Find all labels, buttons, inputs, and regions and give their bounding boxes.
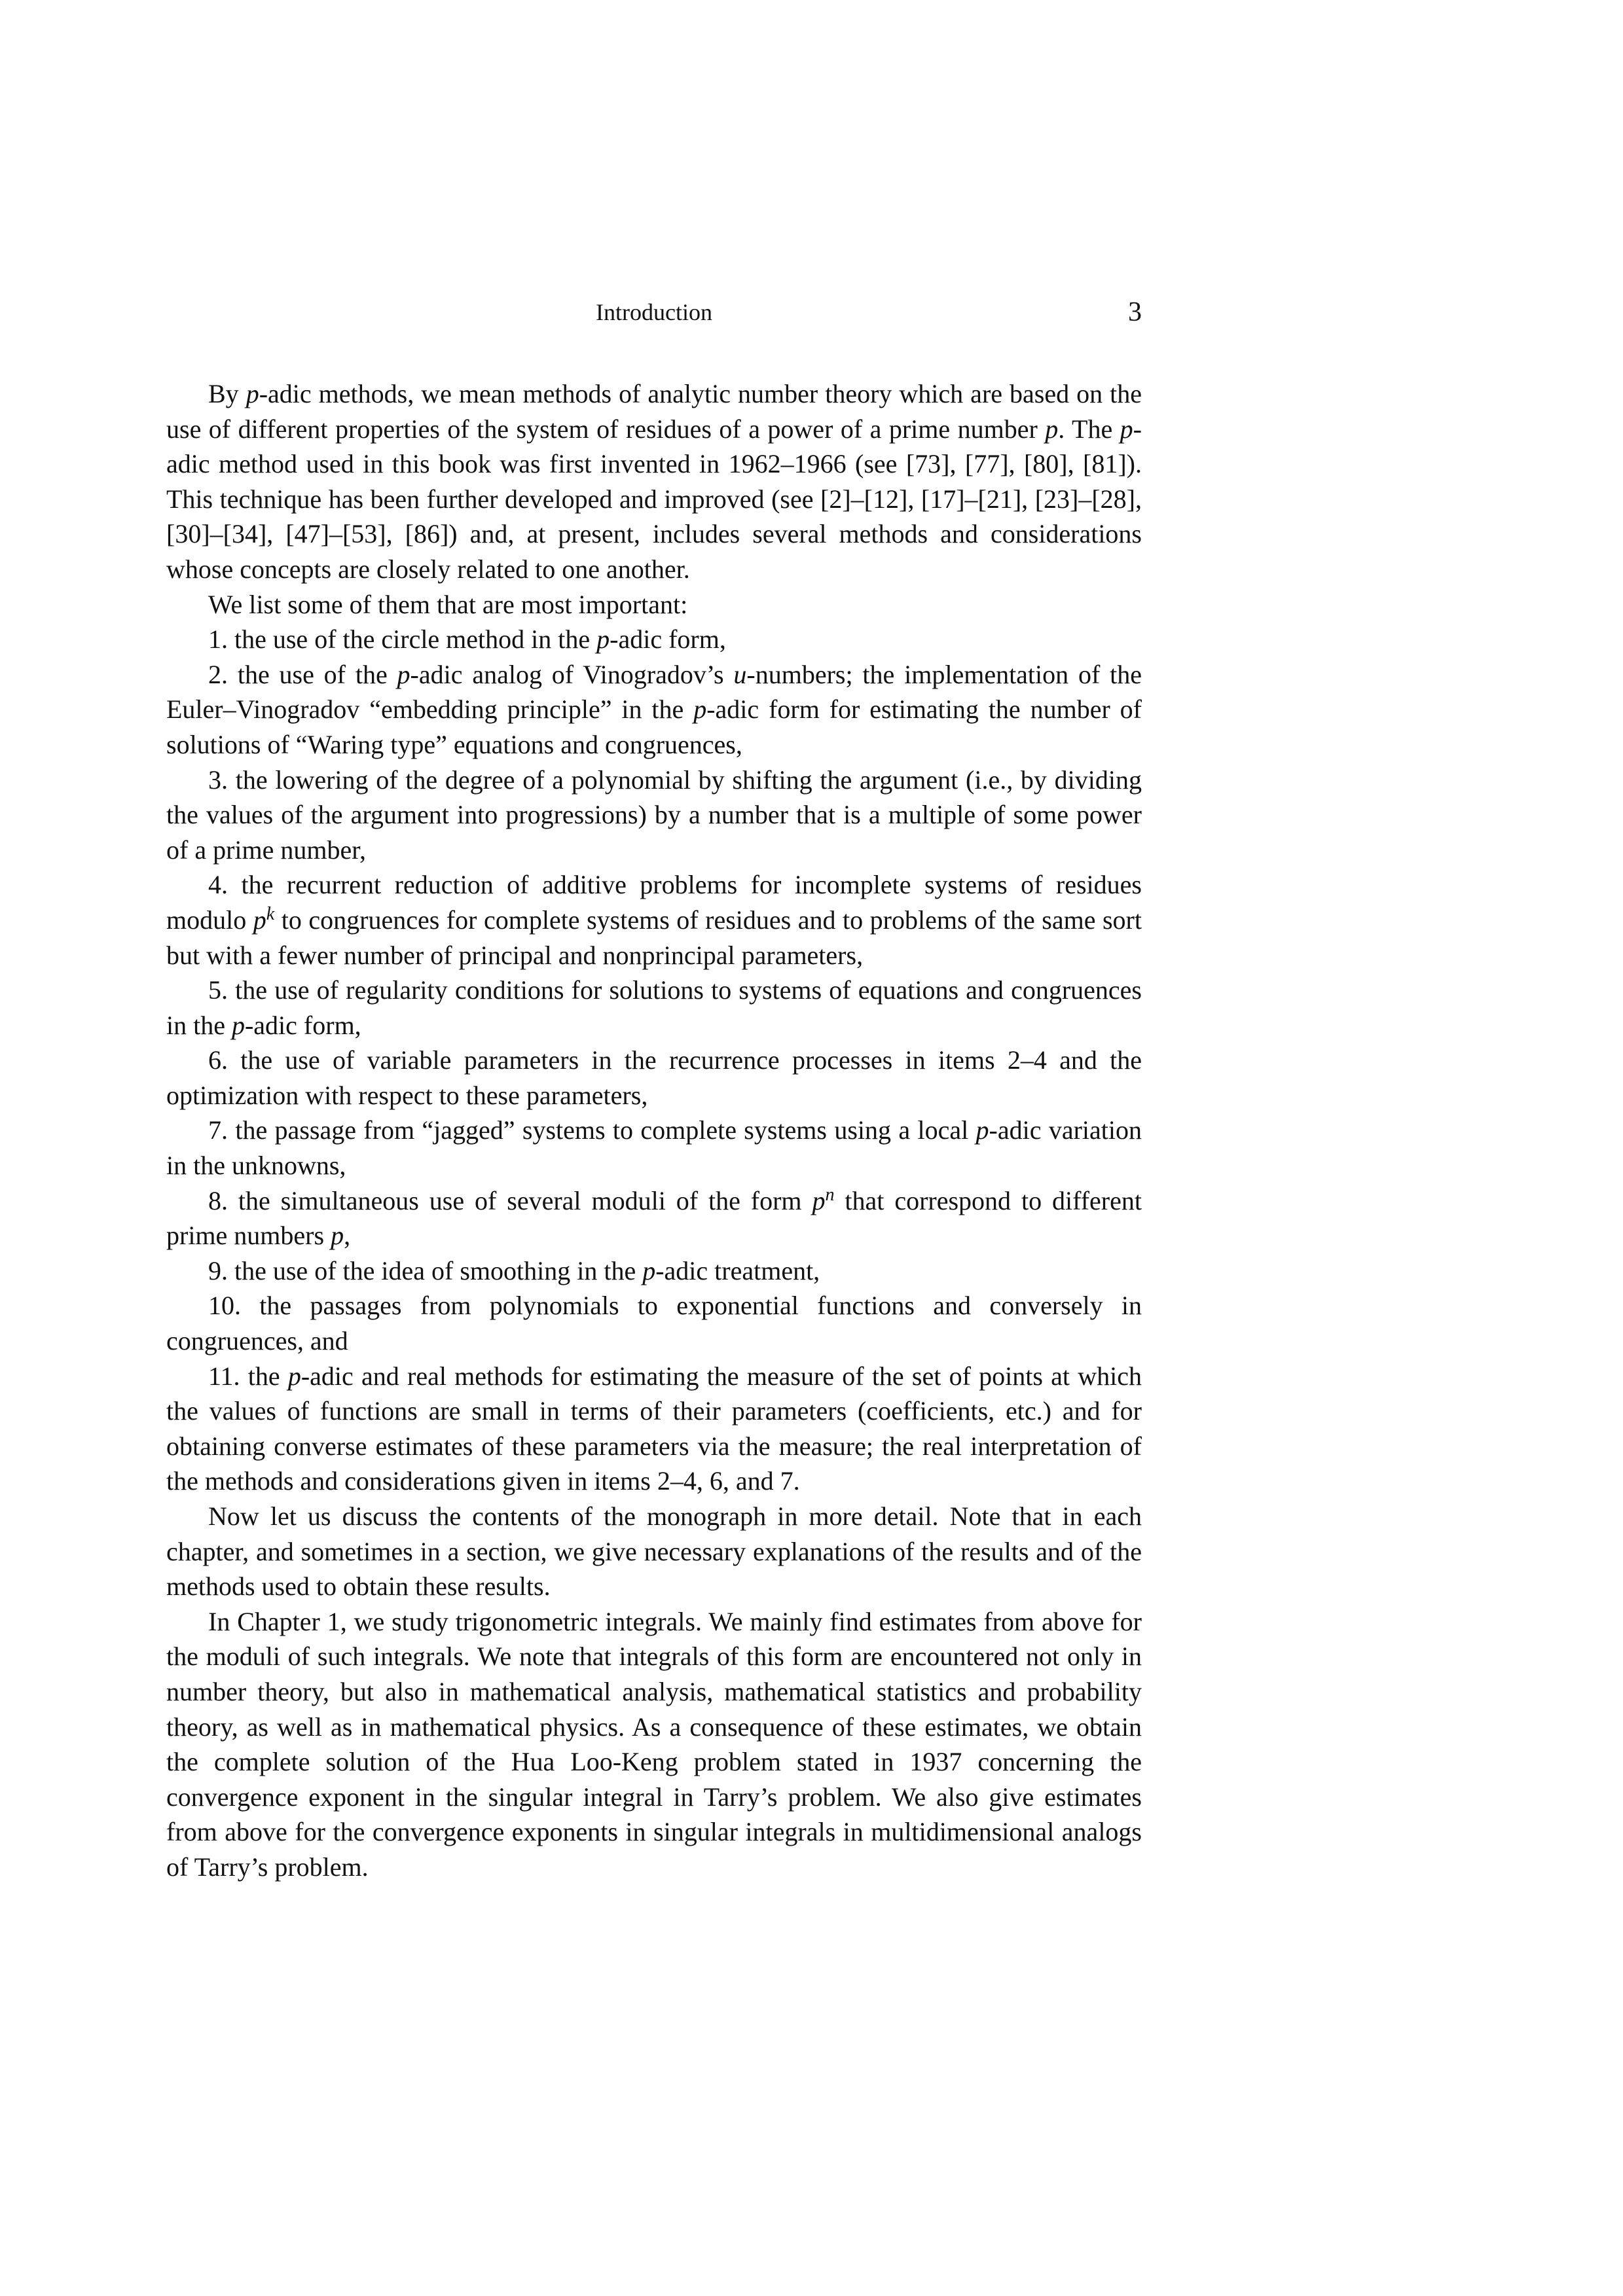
text-run: 4. the recurrent reduction of additive problems for incomplete systems of residues modulo	[166, 870, 1142, 935]
math-variable: p	[812, 1185, 826, 1215]
text-run: 1. the use of the circle method in the	[208, 624, 597, 655]
text-run: -adic method used in this book was first invented in 1962–1966 (see [73], [77], [80], [81]). This technique has been further developed and improved (see [2]–[12], [17]–[21], [23]–[28], [30]–[34], [47]–[53], [86]) and, at present, includes several methods and considerations whose concepts are closely related to one another.	[166, 414, 1142, 584]
math-variable: p	[246, 379, 259, 408]
text-run: -numbers; the implementation of the Euler–Vinogradov “embedding principle” in the	[166, 659, 1142, 725]
math-variable: p	[287, 1361, 301, 1391]
list-item-7	[166, 1113, 1142, 1183]
math-variable: u	[733, 659, 747, 689]
math-variable: p	[253, 905, 266, 935]
text-run: to congruences for complete systems of residues and to problems of the same sort but with a fewer number of principal and nonprincipal parameters,	[166, 905, 1142, 970]
text-run: -adic treatment,	[655, 1255, 820, 1285]
text-run: 5. the use of regularity conditions for solutions to systems of equations and congruences in the	[166, 975, 1142, 1040]
math-variable: p	[976, 1115, 989, 1145]
math-variable: p	[331, 1221, 344, 1251]
text-run: 7. the passage from “jagged” systems to complete systems using a local	[208, 1115, 976, 1145]
text-run: -adic form,	[244, 1010, 361, 1040]
page-number: 3	[1128, 297, 1142, 327]
text-run: -adic form,	[610, 624, 726, 655]
math-variable: p	[1045, 414, 1059, 444]
text-run: -adic methods, we mean methods of analytic number theory which are based on the use of different properties of the system of residues of a power of a prime number	[166, 379, 1142, 444]
math-variable: p	[231, 1010, 245, 1040]
text-run: ,	[344, 1221, 351, 1251]
list-item-6: 6. the use of variable parameters in the recurrence processes in items 2–4 and the optimization with respect to these parameters,	[166, 1045, 1142, 1110]
math-variable: p	[397, 659, 410, 689]
list-item-10: 10. the passages from polynomials to exponential functions and conversely in congruences, and	[166, 1291, 1142, 1356]
paragraph-intro	[166, 376, 1142, 587]
page-header	[166, 296, 1142, 335]
math-variable: p	[596, 624, 610, 655]
text-run: -adic analog of Vinogradov’s	[410, 659, 734, 689]
text-run: By	[208, 379, 246, 408]
text-run: 2. the use of the	[208, 659, 397, 689]
math-variable: p	[693, 694, 707, 725]
text-run: -adic and real methods for estimating the measure of the set of points at which the values of functions are small in terms of their parameters (coefficients, etc.) and for obtaining converse estimates of these parameters via the measure; the real interpretation of the methods and considerations given in items 2–4, 6, and 7.	[166, 1361, 1142, 1496]
text-run: 9. the use of the idea of smoothing in the	[208, 1255, 643, 1285]
list-item-9	[166, 1253, 1142, 1289]
list-item-11	[166, 1359, 1142, 1499]
list-item-4	[166, 867, 1142, 973]
list-item-3: 3. the lowering of the degree of a polynomial by shifting the argument (i.e., by dividing the values of the argument into progressions) by a number that is a multiple of some power of a prime number,	[166, 764, 1142, 865]
text-run: -adic form for estimating the number of solutions of “Waring type” equations and congruences,	[166, 694, 1142, 759]
paragraph-contents: Now let us discuss the contents of the monograph in more detail. Note that in each chapter, and sometimes in a section, we give necessary explanations of the results and of the methods used to obtain these results.	[166, 1501, 1142, 1602]
text-run: -adic variation in the unknowns,	[166, 1115, 1142, 1181]
list-item-1	[166, 622, 1142, 657]
list-item-2	[166, 657, 1142, 762]
list-item-8	[166, 1183, 1142, 1253]
list-item-5	[166, 973, 1142, 1043]
paragraph-chapter-1: In Chapter 1, we study trigonometric integrals. We mainly find estimates from above for the moduli of such integrals. We note that integrals of this form are encountered not only in number theory, but also in mathematical analysis, mathematical statistics and probability theory, as well as in mathematical physics. As a consequence of these estimates, we obtain the complete solution of the Hua Loo-Keng problem stated in 1937 concerning the convergence exponent in the singular integral in Tarry’s problem. We also give estimates from above for the convergence exponents in singular integrals in multidimensional analogs of Tarry’s problem.	[166, 1606, 1142, 1882]
math-exponent: k	[266, 903, 275, 924]
body-text	[166, 376, 1142, 1885]
text-run: 11. the	[208, 1361, 288, 1391]
paragraph-list-intro: We list some of them that are most important:	[208, 589, 688, 619]
math-exponent: n	[825, 1184, 835, 1205]
text-run: that correspond to different prime numbers	[166, 1185, 1142, 1251]
running-title: Introduction	[596, 299, 712, 325]
text-run: . The	[1058, 414, 1120, 444]
math-variable: p	[1120, 414, 1133, 444]
math-variable: p	[642, 1255, 656, 1285]
text-run: 8. the simultaneous use of several moduli of the form	[208, 1185, 812, 1215]
